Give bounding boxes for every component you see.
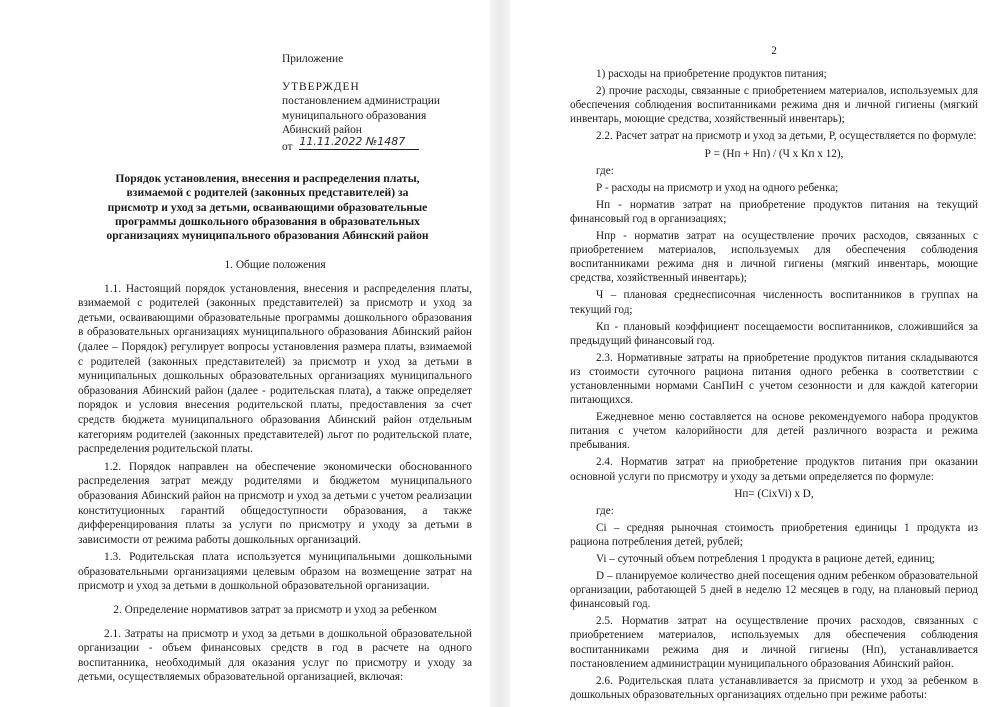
- paragraph-2-4: 2.4. Норматив затрат на приобретение продуктов питания при оказании основной услуги по присмотру и уходу за детьми определяется по формуле:: [570, 456, 978, 483]
- page-gutter: [490, 0, 510, 707]
- definition-vi: Vi – суточный объем потребления 1 продукта в рационе детей, единиц;: [596, 553, 935, 565]
- approved-by-line-3: Абинский район: [282, 123, 362, 136]
- approval-block: [282, 52, 440, 154]
- approved-by-line-1: постановлением администрации: [282, 95, 440, 108]
- paragraph-2-1: 2.1. Затраты на присмотр и уход за детьми в дошкольной образовательной организации - объем финансовых средств в год в расчете на одного воспитанника, необходимый для оказания услуг по присмотру и уходу за детьми, осуществляемых образовательной организацией, включая:: [78, 627, 472, 684]
- definition-d: D – планируемое количество дней посещения одним ребенком образовательной организации, работающей 5 дней в неделю 12 месяцев в году, на плановый период финансовый год.: [570, 570, 978, 611]
- appendix-label: Приложение: [282, 53, 344, 65]
- right-body: [570, 44, 978, 705]
- definition-ch: Ч – плановая среднесписочная численность воспитанников в группах на текущий год;: [570, 289, 978, 316]
- definition-np: Нп - норматив затрат на приобретение продуктов питания на текущий финансовый год в организациях;: [570, 198, 978, 225]
- definition-kp: Кп - плановый коэффициент посещаемости воспитанников, сложившийся за предыдущий финансовый год.: [570, 320, 978, 347]
- paragraph-1-1: 1.1. Настоящий порядок установления, внесения и распределения платы, взимаемой с родителей (законных представителей) за присмотр и уход за детьми, осваивающими образовательные программы дошкольного образования в образовательных организациях муниципального образования Абинский район (далее – Порядок) регулирует вопросы установления размера платы, взимаемой с родителей (законных представителей) за присмотр и уход за детьми в муниципальных дошкольных образовательных организациях муниципального образования Абинский район (далее - родительская плата), а также определяет порядок и условия внесения родительской платы, предоставления за счет средств бюджета муниципального образования Абинский район отдельным категориям родителей (законных представителей) льгот по родительской плате, распределения родительской платы.: [78, 282, 472, 456]
- left-page: [0, 0, 490, 707]
- definition-npr: Нпр - норматив затрат на осуществление прочих расходов, связанных с приобретением материалов, используемых для обеспечения соблюдения воспитанниками режима дня и личной гигиены (мягкий инвентарь, моющие средства, хозяйственный инвентарь);: [570, 230, 978, 285]
- paragraph-2-6: 2.6. Родительская плата устанавливается за присмотр и уход за ребенком в дошкольных образовательных организациях отдельно при режиме работы:: [570, 674, 978, 701]
- date-prefix: от: [282, 141, 293, 154]
- paragraph-2-5: 2.5. Норматив затрат на осуществление прочих расходов, связанных с приобретением материалов, используемых для обеспечения соблюдения воспитанниками режима дня и личной гигиены (Нп), устанавливается постановлением администрации муниципального образования Абинский район.: [570, 615, 978, 670]
- approval-date-line: [282, 134, 440, 154]
- approved-heading: УТВЕРЖДЕН: [282, 81, 360, 94]
- paragraph-menu: Ежедневное меню составляется на основе рекомендуемого набора продуктов питания с учетом калорийности для детей различного возраста и режима пребывания.: [570, 411, 978, 452]
- formula-1: Р = (Нп + Нп) / (Ч х Кп х 12),: [704, 147, 844, 160]
- paragraph-1-2: 1.2. Порядок направлен на обеспечение экономически обоснованного распределения затрат между родителями и бюджетом муниципального образования Абинский район на присмотр и уход за детьми с учетом реализации конституционных гарантий общедоступности образования, а также дифференцирования платы за услуги по присмотру и уходу за детьми в зависимости от режима работы дошкольных организаций.: [78, 460, 472, 546]
- paragraph-2-3: 2.3. Нормативные затраты на приобретение продуктов питания складываются из стоимости суточного рациона питания одного ребенка в соответствии с установленными нормами СанПиН с учетом сезонности и для каждой категории питающихся.: [570, 351, 978, 407]
- page-number: 2: [771, 45, 777, 57]
- formula-2: Нп= (СiхVi) х D,: [734, 487, 814, 500]
- paragraph-1-3: 1.3. Родительская плата используется муниципальными дошкольными образовательными организациями целевым образом на возмещение затрат на присмотр и уход за детьми в дошкольной образовательной организации.: [78, 551, 472, 593]
- paragraph-2-2: 2.2. Расчет затрат на присмотр и уход за детьми, Р, осуществляется по формуле:: [596, 130, 977, 143]
- where-label-1: где:: [596, 164, 614, 177]
- expense-item-1: 1) расходы на приобретение продуктов питания;: [596, 68, 827, 81]
- handwritten-date-text: 11.11.2022 №1487: [299, 134, 406, 148]
- right-page: [510, 0, 1000, 707]
- left-body: [78, 258, 472, 688]
- definition-p: Р - расходы на присмотр и уход на одного ребенка;: [596, 181, 839, 194]
- document-title: Порядок установления, внесения и распределения платы, взимаемой с родителей (законных представителей) за присмотр и уход за детьми, осваивающими образовательные программы дошкольного образования в образовательных организациях муниципального образования Абинский район: [106, 172, 429, 243]
- expense-item-2: 2) прочие расходы, связанные с приобретением материалов, используемых для обеспечения соблюдения воспитанниками режима дня и личной гигиены (мягкий инвентарь, моющие средства, хозяйственный инвентарь);: [570, 85, 978, 126]
- handwritten-date: [299, 134, 419, 150]
- where-label-2: где:: [596, 504, 614, 517]
- section-1-heading: 1. Общие положения: [224, 259, 326, 271]
- approved-by-line-2: муниципального образования: [282, 109, 427, 122]
- section-2-heading: 2. Определение нормативов затрат за присмотр и уход за ребенком: [113, 604, 437, 617]
- definition-ci: Сi – средняя рыночная стоимость приобретения единицы 1 продукта из рациона потребления детей, рублей;: [570, 521, 978, 548]
